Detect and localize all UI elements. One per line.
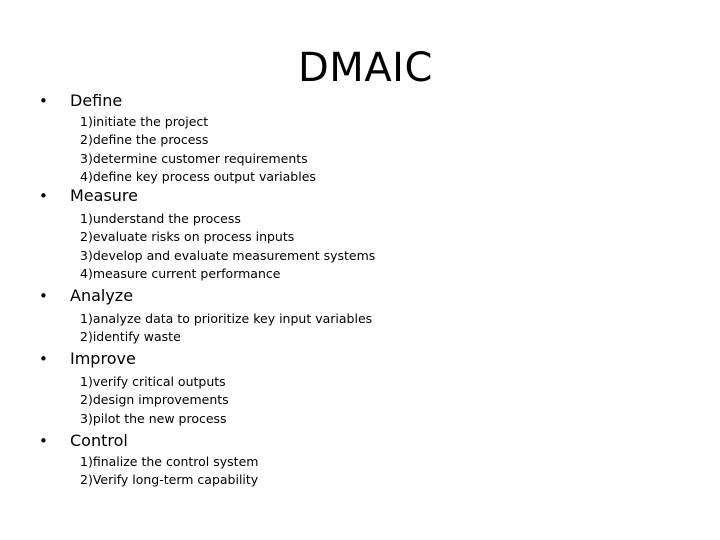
section-improve: [0, 348, 720, 425]
bullet-icon: •: [39, 187, 48, 205]
section-measure: [0, 185, 720, 280]
list-item: 1)analyze data to prioritize key input variables: [80, 311, 373, 326]
section-heading: Measure: [70, 186, 138, 205]
section-heading: Analyze: [70, 286, 134, 305]
section-heading: Control: [70, 431, 128, 450]
bullet-icon: •: [39, 287, 48, 305]
section-define: [0, 90, 720, 185]
section-heading: Improve: [70, 349, 136, 368]
bullet-icon: •: [39, 92, 48, 110]
section-control: [0, 430, 720, 489]
bullet-icon: •: [39, 432, 48, 450]
section-analyze: [0, 285, 720, 344]
list-item: 1)finalize the control system: [80, 454, 259, 469]
list-item: 2)define the process: [80, 132, 209, 148]
list-item: 2)evaluate risks on process inputs: [80, 229, 295, 245]
bullet-icon: •: [39, 350, 48, 368]
list-item: 1)initiate the project: [80, 114, 209, 129]
list-item: 3)develop and evaluate measurement systems: [80, 247, 376, 263]
page-title: DMAIC: [298, 45, 433, 91]
section-heading: Define: [70, 91, 123, 110]
list-item: 2)Verify long-term capability: [80, 472, 259, 488]
list-item: 2)design improvements: [80, 392, 229, 408]
list-item: 1)verify critical outputs: [80, 374, 226, 389]
list-item: 4)measure current performance: [80, 265, 281, 281]
list-item: 2)identify waste: [80, 329, 181, 345]
list-item: 4)define key process output variables: [80, 168, 316, 184]
list-item: 1)understand the process: [80, 211, 241, 226]
list-item: 3)determine customer requirements: [80, 150, 308, 166]
list-item: 3)pilot the new process: [80, 410, 227, 426]
